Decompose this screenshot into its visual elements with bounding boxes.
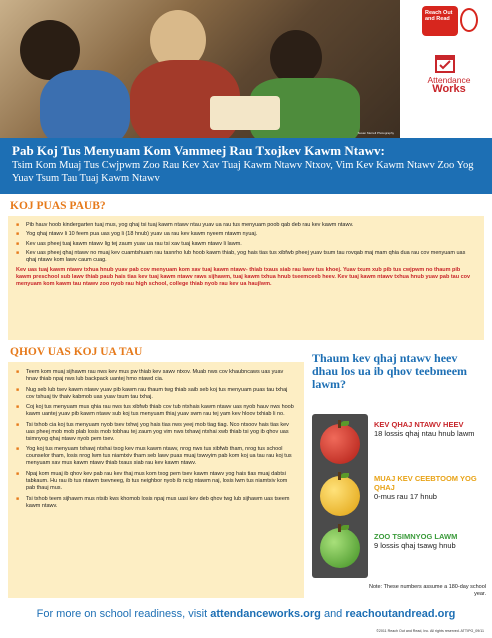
section-title-did-you-know: KOJ PUAS PAUB? [10, 200, 106, 212]
hero-photo [0, 0, 400, 138]
status-heading: ZOO TSIMNYOG LAWM [374, 532, 458, 541]
status-chronic [374, 420, 484, 438]
attendanceworks-link[interactable]: attendanceworks.org [210, 608, 321, 620]
list-item: ■ Yog koj tus menyuam txhawj ntxhai txog kev mus kawm ntawv, nrog nws tus xibfwb tham, nrog tus school counselor tham, losis nrog lwm tus niamtxiv tham seb lawv puas muaj tswvyim pab kom koj ua tau rau koj tus menyuam xav mus kawm ntawv thiab txaus siab rau kev kawm ntawv. [16, 446, 296, 467]
list-item: ■ Teem kom muaj sijhawm rau nws kev mus pw thiab kev sawv ntxov. Muab nws cov khaubncaws uas yuav hnav thiab npaj nws lub backpack uantej hmo ntawd cia. [16, 369, 296, 383]
list-item: ■ Kev uas pheej tuaj kawm ntawv lig tej zaum yuav ua rau tsi xav tuaj kawm ntawv li lawm. [16, 241, 476, 248]
reachoutandread-link[interactable]: reachoutandread.org [345, 608, 456, 620]
list-item: ■ Npaj kom muaj ib qhov kev pab rau kev thaj mus kom txog pem tsev kawm ntawv yog hais tias muaj dabtsi tabkaum. Hu rau ib tus ntawm tsevneeg, ib tus neighbor nyob ib ncig ntawm naj, losis lwm tus niamtxiv kom pab thauj mus. [16, 471, 296, 492]
did-you-know-box [8, 216, 484, 340]
list-item: ■ Kev uas pheej qhaj ntawv no muaj kev cuamtshuam rau tasnrho lub hoob kawm thiab, yog hais tias tus xibfwb pheej yuav tsum tau rovqab maj mam qhia dua rau cov menyuam uas qhaj ntawv kom lawv caum cuag. [16, 250, 476, 264]
footer [0, 608, 492, 620]
book [210, 96, 280, 130]
list-item: ■ Nug seb lub tsev kawm ntawv yuav pib kawm rau thaum twg thiab saib seb koj tus menyuam puas tau txhaj cov tshuaj tiv thaiv kabmob uas yuav tsum tau txhaj. [16, 387, 296, 401]
did-you-know-list [16, 222, 476, 264]
section-title-what-you-can-do: QHOV UAS KOJ UA TAU [10, 346, 143, 358]
highlight-text: Kev uas tuaj kawm ntawv txhua hnub yuav pab cov menyuam kom xav tuaj kawm ntawv- thiab txaus siab rau lawv tus khoej. Yuav txum xub pib tus cwjpwm no thaum pib kawm preschool sub lawv thiab paub hais tias kev tuaj kawm ntawv raws sijhawm, tuaj kawm txhua hnub tseemceeb heev. Kev tuaj kawm ntawv txhua hnub yuav pab tau cov menyuam kom kawm tau ntawv zoo nyob rau high school, college thiab nyob rau kev ua haujlwm. [16, 267, 471, 288]
side-title: Thaum kev qhaj ntawv heev dhau los ua ib qhov teebmeem lawm? [312, 351, 468, 391]
status-heading: MUAJ KEV CEEBTOOM YOG QHAJ [374, 474, 477, 492]
note: Note: These numbers assume a 180-day school year. [369, 584, 486, 597]
footer-prefix: For more on school readiness, visit [36, 608, 211, 620]
stethoscope-icon [460, 8, 478, 32]
photo-credit: Susan Merrell Photography [357, 131, 394, 135]
page-title: Pab Koj Tus Menyuam Kom Vammeej Rau Txojkev Kawm Ntawv: [12, 143, 385, 158]
title-banner [0, 138, 492, 194]
green-apple-icon [320, 528, 360, 568]
copyright: ©2011 Reach Out and Read, Inc. All rights reserved. ATTIPG_09/11 [376, 629, 484, 633]
red-apple-icon [320, 424, 360, 464]
attendance-works-icon [434, 52, 456, 74]
child-shirt [40, 70, 130, 138]
list-item: ■ Tsi txhob cia koj tus menyuam nyob tsev txhwj yog hais tias nws yeej mob tiag tiag. Nco ntsoov hais tias kev uas pheej mob mob plab losis mob tobhau tej zaum yog vim nws txhawj ntxhai xwb thiab tsi yog ib qhov uas tsimnyog qhaj ntawv nyob pem tsev. [16, 422, 296, 443]
status-text: 0-mus rau 17 hnub [374, 492, 437, 501]
list-item: ■ Yog qhaj ntawv li 10 feem pua uas yog li (18 hnub) yuav ua rau kev kawm nyeem ntawm nyuaj. [16, 231, 476, 238]
logos [404, 0, 492, 138]
list-item: ■ Coj koj tus menyuam mus qhia rau nws tus xibfwb thiab cov tub ntxhais kawm ntawv uas nyob hauv nws hoob kawm uantej yuav pib kawm ntawv sub koj tus menyuam thiaj yuav swm rau tej yam kev hloov txhiab li no. [16, 404, 296, 418]
what-you-can-do-list [16, 369, 296, 510]
footer-middle: and [320, 608, 346, 620]
status-warning [374, 474, 484, 501]
status-text: 18 lossis qhaj ntau hnub lawm [374, 429, 475, 438]
list-item: ■ Tsi txhob teem sijhawm mus ntsib kws khomob losis npaj mus uasi kev deb qhov twg lub sijhawm uas tseem kawm ntawv. [16, 496, 296, 510]
status-text: 9 lossis qhaj tsawg hnub [374, 541, 456, 550]
traffic-light [312, 414, 368, 578]
attendance-works-logo: Attendance Works [427, 75, 471, 95]
what-you-can-do-box [8, 362, 304, 598]
yellow-apple-icon [320, 476, 360, 516]
reach-out-and-read-logo: Reach Out and Read [422, 6, 458, 36]
status-satisfactory [374, 532, 484, 550]
child-figure-2 [270, 30, 322, 85]
status-heading: KEV QHAJ NTAWV HEEV [374, 420, 464, 429]
list-item: ■ Pib hauv hoob kindergarten tuaj mus, yog qhaj tsi tuaj kawm ntawv ntau yuav ua rau tus menyuam poob qab deb rau kev kawm ntawv. [16, 222, 476, 229]
page-subtitle: Tsim Kom Muaj Tus Cwjpwm Zoo Rau Kev Xav Tuaj Kawm Ntawv Ntxov, Vim Kev Kawm Ntawv Zoo Yog Yuav Tsum Tau Tuaj Kawm Ntawv [12, 160, 474, 184]
